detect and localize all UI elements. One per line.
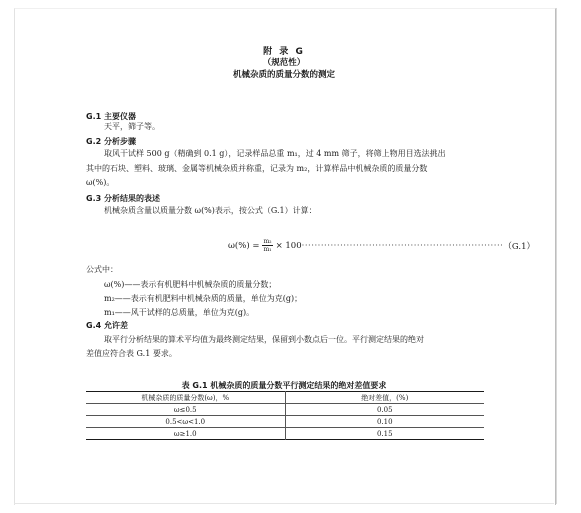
table-cell-range: ω≤0.5: [86, 404, 285, 416]
table-row: [86, 428, 484, 440]
formula-leader-dots: ·······························································: [301, 240, 504, 251]
section-g2-heading: G.2 分析步骤: [86, 137, 136, 146]
section-g4-line-1: 取平行分析结果的算术平均值为最终测定结果，保留到小数点后一位。平行测定结果的绝对: [104, 335, 424, 344]
formula-fraction: [262, 238, 272, 253]
page-edge-line: [556, 8, 557, 504]
formula-denominator: m₁: [263, 246, 272, 253]
table-cell-range: ω≥1.0: [86, 428, 285, 440]
appendix-heading: 附 录 G: [263, 47, 305, 57]
formula-rhs: × 100: [275, 240, 302, 251]
tolerance-table: [86, 391, 484, 440]
document-title: 机械杂质的质量分数的测定: [232, 70, 335, 80]
section-g1-text: 天平，筛子等。: [104, 122, 160, 131]
table-cell-value: 0.10: [285, 416, 484, 428]
where-item-omega: ω(%)——表示有机肥料中机械杂质的质量分数；: [104, 280, 277, 289]
section-g3-text: 机械杂质含量以质量分数 ω(%)表示，按公式（G.1）计算：: [104, 206, 317, 215]
section-g2-line-2: 其中的石块、塑料、玻璃、金属等机械杂质并称重，记录为 m₂，计算样品中机械杂质的质量分数: [86, 164, 428, 173]
normative-label: （规范性）: [262, 58, 306, 68]
formula-numerator: m₂: [263, 238, 272, 245]
section-g1-heading: G.1 主要仪器: [86, 112, 136, 121]
table-cell-range: 0.5<ω<1.0: [86, 416, 285, 428]
section-g4-heading: G.4 允许差: [86, 321, 128, 330]
page-bottom-line: [14, 503, 554, 504]
section-g2-line-1: 取风干试样 500 g（精确到 0.1 g），记录样品总重 m₁，过 4 mm 筛子，将筛上物用目选法挑出: [104, 149, 446, 158]
table-cell-value: 0.05: [285, 404, 484, 416]
table-cell-value: 0.15: [285, 428, 484, 440]
formula-g1: [228, 238, 535, 253]
table-row: [86, 404, 484, 416]
table-header-fraction: 机械杂质的质量分数(ω)，%: [86, 392, 285, 404]
formula-reference: （G.1）: [503, 241, 535, 252]
table-header-difference: 绝对差值，(%): [285, 392, 484, 404]
table-header-row: [86, 392, 484, 404]
where-label: 公式中：: [86, 265, 118, 274]
formula-lhs: ω(%) =: [228, 240, 260, 251]
table-title: 表 G.1 机械杂质的质量分数平行测定结果的绝对差值要求: [181, 381, 387, 390]
table-row: [86, 416, 484, 428]
section-g3-heading: G.3 分析结果的表述: [86, 194, 160, 203]
where-item-m2: m₂——表示有机肥料中机械杂质的质量，单位为克(g)；: [104, 294, 303, 303]
section-g2-line-3: ω(%)。: [86, 178, 115, 187]
section-g4-line-2: 差值应符合表 G.1 要求。: [86, 349, 177, 358]
where-item-m1: m₁——风干试样的总质量，单位为克(g)。: [104, 308, 255, 317]
